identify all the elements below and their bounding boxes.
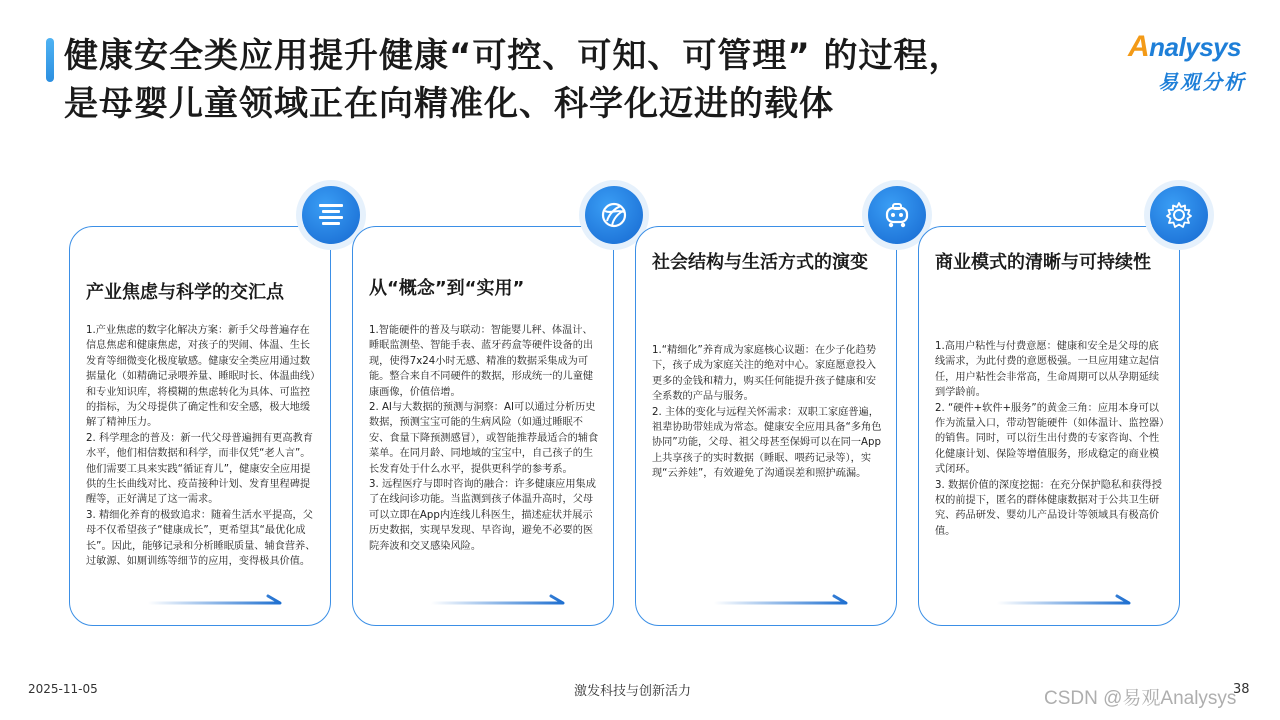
arrow-decoration-icon <box>429 593 569 607</box>
footer-date: 2025-11-05 <box>28 682 98 696</box>
card-paragraph: 1.“精细化”养育成为家庭核心议题：在少子化趋势下，孩子成为家庭关注的绝对中心。家庭愿意投入更多的金钱和精力，购买任何能提升孩子健康和安全系数的产品与服务。 <box>652 345 877 403</box>
page-title-line-1: 健康安全类应用提升健康“可控、可知、可管理” 的过程， <box>64 36 964 76</box>
card-paragraph: 1.高用户粘性与付费意愿：健康和安全是父母的底线需求，为此付费的意愿极强。一旦应用建立起信任，用户粘性会非常高，生命周期可以从孕期延续到学龄前。 <box>935 341 1160 399</box>
card-industry-anxiety <box>69 226 331 626</box>
card-social-structure <box>635 226 897 626</box>
card-paragraph: 2. 主体的变化与远程关怀需求：双职工家庭普遍，祖辈协助带娃成为常态。健康安全应用具备“多角色协同”功能，父母、祖父母甚至保姆可以在同一App上共享孩子的实时数据（睡眠、喂药记录等），实现“云养娃”，有效避免了沟通误差和照护疏漏。 <box>652 406 882 480</box>
page-title <box>64 32 1064 128</box>
card-paragraph: 3. 数据价值的深度挖掘：在充分保护隐私和获得授权的前提下，匿名的群体健康数据对于公共卫生研究、药品研发、婴幼儿产品设计等领域具有极高价值。 <box>935 479 1162 537</box>
card-paragraph: 2. AI与大数据的预测与洞察：AI可以通过分析历史数据，预测宝宝可能的生病风险（如通过睡眠不安、食量下降预测感冒），或智能推荐最适合的辅食菜单。在同月龄、同地域的宝宝中，自己孩子的生长发育处于什么水平，提供更科学的参考系。 <box>369 402 599 475</box>
card-paragraph: 1.产业焦虑的数字化解决方案：新手父母普遍存在信息焦虑和健康焦虑，对孩子的哭闹、体温、生长发育等细微变化极度敏感。健康安全类应用通过数据量化（如精确记录喂养量、睡眠时长、体温曲线）和专业知识库，将模糊的焦虑转化为具体、可监控的指标，为父母提供了确定性和安全感，极大地缓解了精神压力。 <box>86 325 316 429</box>
card-concept-to-practical <box>352 226 614 626</box>
card-body <box>86 323 318 570</box>
robot-icon <box>868 186 926 244</box>
gear-icon <box>1150 186 1208 244</box>
card-title: 社会结构与生活方式的演变 <box>652 252 868 273</box>
page-title-line-2: 是母婴儿童领域正在向精准化、科学化迈进的载体 <box>64 84 834 124</box>
list-icon <box>302 186 360 244</box>
card-paragraph: 1.智能硬件的普及与联动：智能婴儿秤、体温计、睡眠监测垫、智能手表、蓝牙药盒等硬件设备的出现，使得7x24小时无感、精准的数据采集成为可能。整合来自不同硬件的数据，形成统一的儿童健康画像，价值倍增。 <box>369 325 594 398</box>
card-body <box>935 339 1167 539</box>
card-paragraph: 2. “硬件+软件+服务”的黄金三角：应用本身可以作为流量入口，带动智能硬件（如体温计、监控器）的销售。同时，可以衍生出付费的专家咨询、个性化健康计划、保险等增值服务，形成稳定的商业模式闭环。 <box>935 402 1165 476</box>
logo-english: Analysys <box>1128 30 1242 63</box>
card-paragraph: 3. 远程医疗与即时咨询的融合：许多健康应用集成了在线问诊功能。当监测到孩子体温升高时，父母可以立即在App内连线儿科医生，描述症状并展示历史数据，实现早发现、早咨询，避免不必要的医院奔波和交叉感染风险。 <box>369 479 596 552</box>
card-title: 从“概念”到“实用” <box>369 278 525 299</box>
arrow-decoration-icon <box>712 593 852 607</box>
arrow-decoration-icon <box>146 593 286 607</box>
watermark: CSDN @易观Analysys <box>1044 688 1237 709</box>
card-body <box>369 323 601 554</box>
card-title: 商业模式的清晰与可持续性 <box>935 252 1151 273</box>
analysys-logo <box>1128 30 1258 94</box>
card-business-model <box>918 226 1180 626</box>
arrow-decoration-icon <box>995 593 1135 607</box>
globe-icon <box>585 186 643 244</box>
card-body <box>652 343 884 482</box>
card-paragraph: 2. 科学理念的普及：新一代父母普遍拥有更高教育水平，他们相信数据和科学，而非仅凭“老人言”。他们需要工具来实践“循证育儿”，健康安全应用提供的生长曲线对比、疫苗接种计划、发育里程碑提醒等，正好满足了这一需求。 <box>86 432 313 506</box>
title-accent-bar <box>46 38 54 82</box>
logo-chinese: 易观分析 <box>1158 70 1246 94</box>
card-paragraph: 3. 精细化养育的极致追求：随着生活水平提高，父母不仅希望孩子“健康成长”，更希望其“最优化成长”。因此，能够记录和分析睡眠质量、辅食营养、过敏源、如厕训练等细节的应用，变得极具价值。 <box>86 509 316 568</box>
footer-slogan: 激发科技与创新活力 <box>574 684 692 699</box>
card-title: 产业焦虑与科学的交汇点 <box>86 282 284 303</box>
page-number: 38 <box>1233 682 1250 697</box>
